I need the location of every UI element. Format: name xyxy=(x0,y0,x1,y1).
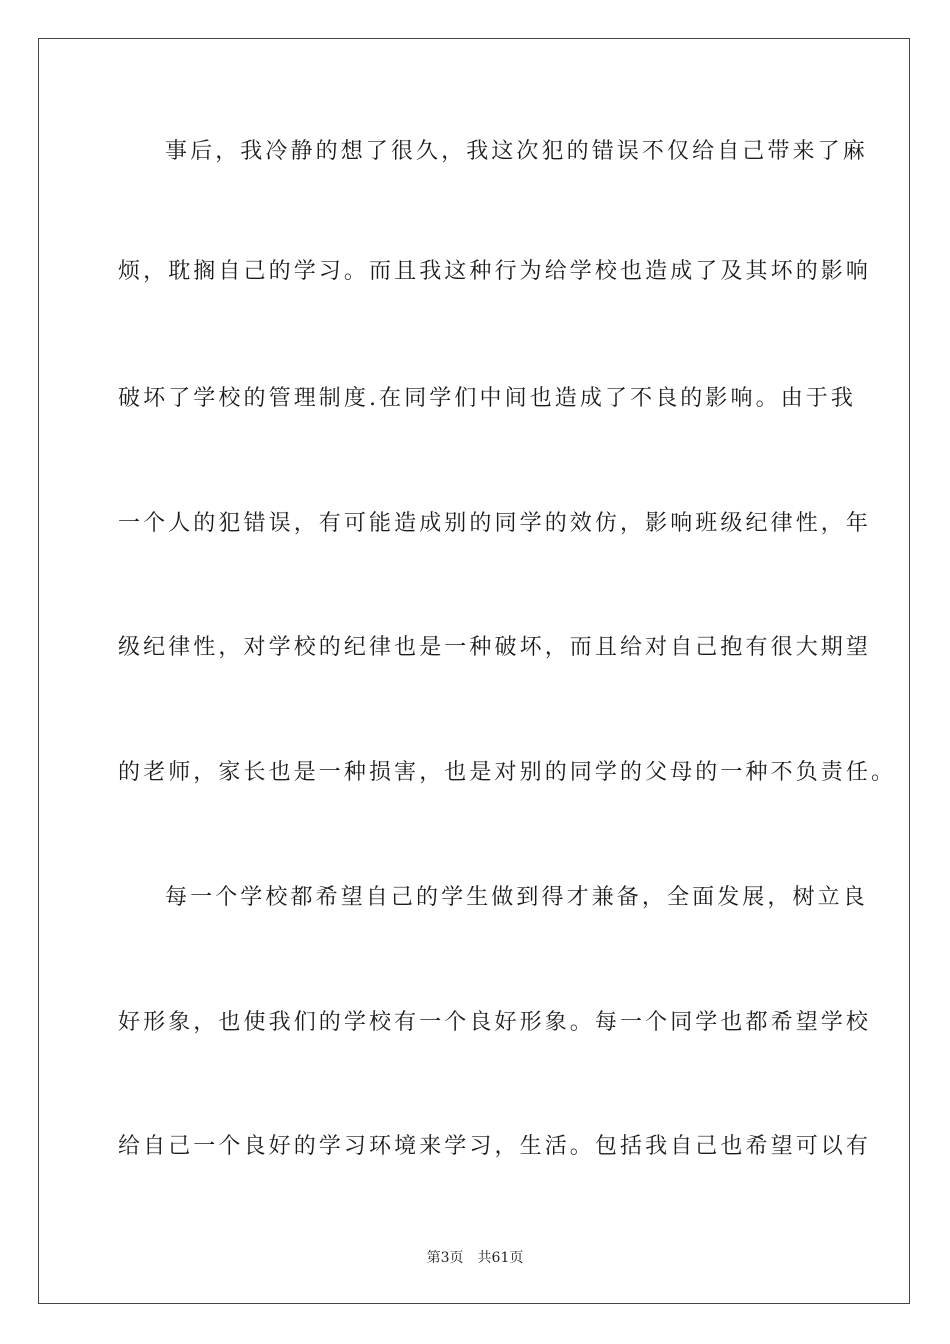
paragraph-1-line-6: 的老师，家长也是一种损害，也是对别的同学的父母的一种不负责任。 xyxy=(118,760,897,785)
page-total: 共61页 xyxy=(477,1250,524,1266)
paragraph-2-line-3: 给自己一个良好的学习环境来学习，生活。包括我自己也希望可以有 xyxy=(118,1134,872,1159)
page-number: 第3页 xyxy=(426,1250,464,1266)
paragraph-1-line-5: 级纪律性，对学校的纪律也是一种破坏，而且给对自己抱有很大期望 xyxy=(118,635,872,660)
paragraph-1-line-3: 破坏了学校的管理制度.在同学们中间也造成了不良的影响。由于我 xyxy=(118,386,856,411)
paragraph-2-line-1: 每一个学校都希望自己的学生做到得才兼备，全面发展，树立良 xyxy=(165,885,868,910)
paragraph-2-line-2: 好形象，也使我们的学校有一个良好形象。每一个同学也都希望学校 xyxy=(118,1010,872,1035)
page-footer xyxy=(0,1249,950,1267)
paragraph-1-line-2: 烦，耽搁自己的学习。而且我这种行为给学校也造成了及其坏的影响 xyxy=(118,259,872,284)
paragraph-1-line-1: 事后，我冷静的想了很久，我这次犯的错误不仅给自己带来了麻 xyxy=(165,139,868,164)
page-border xyxy=(38,38,910,1304)
paragraph-1-line-4: 一个人的犯错误，有可能造成别的同学的效仿，影响班级纪律性，年 xyxy=(118,511,872,536)
